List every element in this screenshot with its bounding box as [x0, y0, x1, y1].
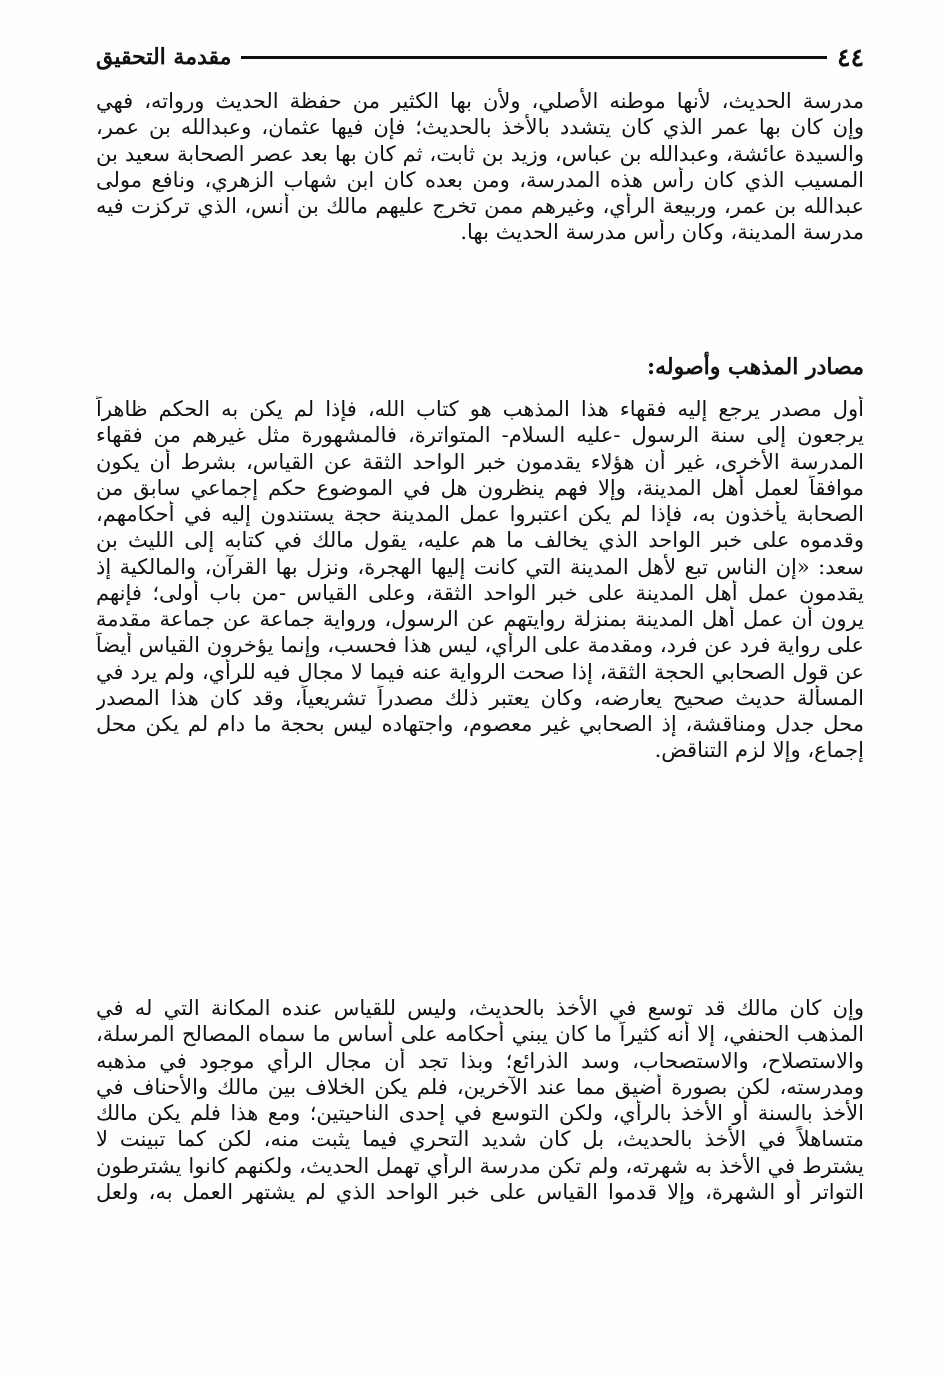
text-line: ومدرسته، لكن بصورة أضيق مما عند الآخرين، فلم يكن الخلاف بين مالك والأحناف في	[96, 1074, 864, 1099]
text-line: مدرسة المدينة، وكان رأس مدرسة الحديث بها.	[460, 220, 864, 245]
text-line: عن قول الصحابي الحجة الثقة، إذا صحت الرواية عنه فيما لا مجال فيه للرأي، ولم يرد في	[96, 659, 864, 684]
paragraph-1	[96, 88, 864, 246]
text-line: أول مصدر يرجع إليه فقهاء هذا المذهب هو كتاب الله، فإذا لم يكن به الحكم ظاهراً	[96, 397, 864, 421]
paragraph-2	[96, 396, 864, 764]
text-line: سعد: «إن الناس تبع لأهل المدينة التي كانت إليها الهجرة، ونزل بها القرآن، والمالكية إذ	[96, 554, 864, 579]
text-line: يرجعون إلى سنة الرسول -عليه السلام- المتواترة، فالمشهورة مثل غيرهم من فقهاء	[96, 423, 864, 448]
page-number: ٤٤	[837, 42, 864, 72]
text-line: الصحابة يأخذون به، فإذا لم يكن اعتبروا عمل المدينة حجة يستندون إليه في أحكامهم،	[96, 502, 864, 526]
text-line: المدرسة الأخرى، غير أن هؤلاء يقدمون خبر الواحد الثقة عن القياس، بشرط أن يكون	[96, 449, 864, 474]
text-line: المذهب الحنفي، إلا أنه كثيراً ما كان يبني أحكامه على أساس ما سماه المصالح المرسلة،	[96, 1022, 864, 1047]
text-line: عبدالله بن عمر، وربيعة الرأي، وغيرهم ممن تخرج عليهم مالك بن أنس، الذي تركزت فيه	[96, 194, 864, 218]
running-title: مقدمة التحقيق	[96, 44, 232, 70]
text-line: وقدموه على خبر الواحد الذي يخالف ما هم عليه، يقول مالك في كتابه إلى الليث بن	[96, 528, 864, 553]
text-line: إجماع، وإلا لزم التناقض.	[654, 738, 864, 763]
page-header	[96, 40, 864, 74]
text-line: محل جدل ومناقشة، إذ الصحابي غير معصوم، واجتهاده ليس بحجة ما دام لم يكن محل	[96, 712, 864, 736]
text-line: موافقاً لعمل أهل المدينة، وإلا فهم ينظرون هل في الموضوع حكم إجماعي سابق من	[96, 475, 864, 500]
section-heading: مصادر المذهب وأصوله:	[647, 354, 864, 380]
text-line: يشترط في الأخذ به شهرته، ولم تكن مدرسة الرأي تهمل الحديث، ولكنهم كانوا يشترطون	[96, 1153, 864, 1178]
text-line: على رواية فرد عن فرد، ومقدمة على الرأي، ليس هذا فحسب، وإنما يؤخرون القياس أيضاً	[96, 633, 864, 658]
text-line: والسيدة عائشة، وعبدالله بن عباس، وزيد بن ثابت، ثم كان بها بعد عصر الصحابة سعيد بن	[96, 141, 864, 166]
paragraph-3	[96, 995, 864, 1205]
text-line: وإن كان مالك قد توسع في الأخذ بالحديث، وليس للقياس عنده المكانة التي له في	[96, 996, 864, 1020]
text-line: والاستصلاح، والاستصحاب، وسد الذرائع؛ وبذا تجد أن مجال الرأي موجود في مذهبه	[96, 1048, 864, 1073]
text-line: يرون أن عمل أهل المدينة بمنزلة روايتهم عن الرسول، ورواية جماعة عن جماعة مقدمة	[96, 607, 864, 631]
text-line: متساهلاً في الأخذ بالحديث، بل كان شديد التحري فيما يثبت منه، لكن كما تبينت لا	[96, 1127, 864, 1152]
text-line: وإن كان بها عمر الذي كان يتشدد بالأخذ بالحديث؛ فإن فيها عثمان، وعبدالله بن عمر،	[96, 115, 864, 140]
header-rule	[241, 56, 827, 59]
text-line: المسيب الذي كان رأس هذه المدرسة، ومن بعده كان ابن شهاب الزهري، ونافع مولى	[96, 167, 864, 192]
text-line: مدرسة الحديث، لأنها موطنه الأصلي، ولأن بها الكثير من حفظة الحديث ورواته، فهي	[96, 89, 864, 113]
text-line: المسألة حديث صحيح يعارضه، وكان يعتبر ذلك مصدراً تشريعياً، وقد كان هذا المصدر	[96, 685, 864, 710]
text-line: يقدمون عمل أهل المدينة على خبر الواحد الثقة، وعلى القياس -من باب أولى؛ فإنهم	[96, 580, 864, 605]
text-line: الأخذ بالسنة أو الأخذ بالرأي، ولكن التوسع في إحدى الناحيتين؛ ومع هذا فلم يكن مالك	[96, 1101, 864, 1125]
text-line: التواتر أو الشهرة، وإلا قدموا القياس على خبر الواحد الذي لم يشتهر العمل به، ولعل	[96, 1179, 864, 1204]
